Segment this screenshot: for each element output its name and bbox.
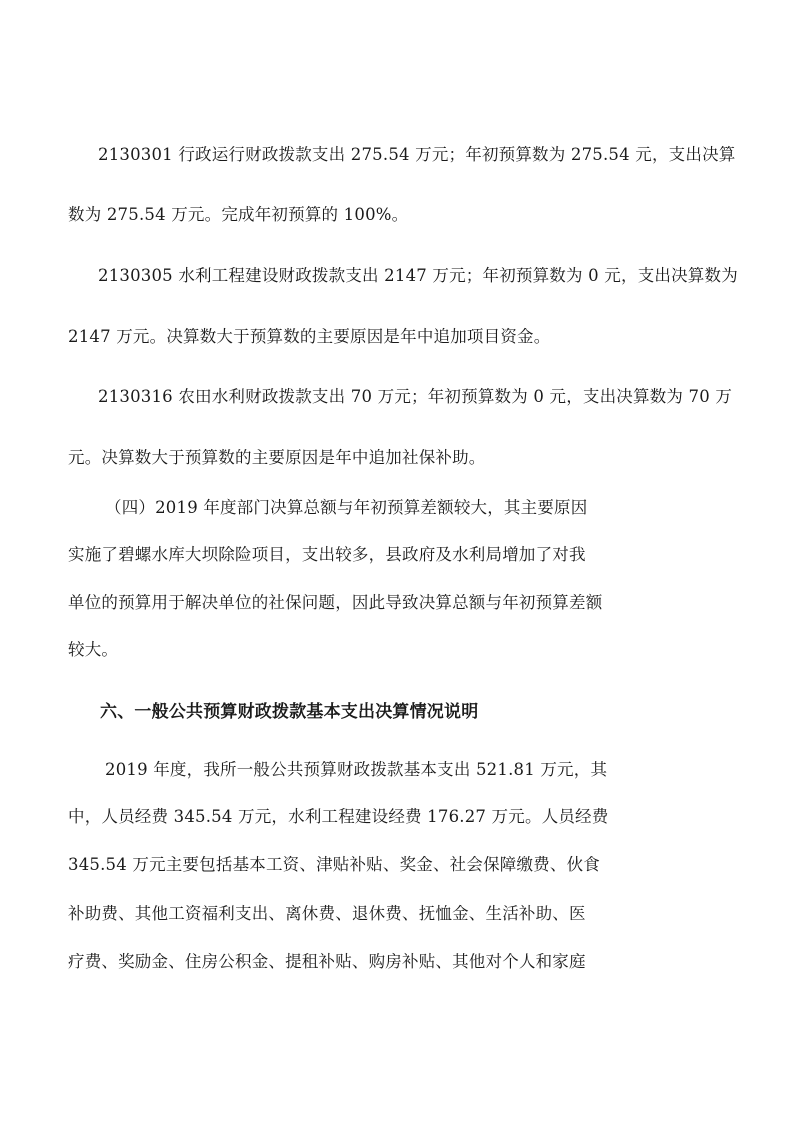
body-paragraph-line-4: 补助费、其他工资福利支出、离休费、退休费、抚恤金、生活补助、医: [68, 904, 586, 923]
paragraph-3-line-2: 元。决算数大于预算数的主要原因是年中追加社保补助。: [68, 448, 486, 467]
paragraph-4-line-3: 单位的预算用于解决单位的社保问题，因此导致决算总额与年初预算差额: [68, 593, 603, 612]
body-paragraph-line-2: 中，人员经费 345.54 万元，水利工程建设经费 176.27 万元。人员经费: [68, 807, 609, 826]
section-heading: 六、一般公共预算财政拨款基本支出决算情况说明: [100, 702, 479, 722]
paragraph-2-line-2: 2147 万元。决算数大于预算数的主要原因是年中追加项目资金。: [68, 327, 551, 346]
paragraph-4-line-1: （四）2019 年度部门决算总额与年初预算差额较大，其主要原因: [105, 498, 588, 517]
paragraph-3-line-1: 2130316 农田水利财政拨款支出 70 万元；年初预算数为 0 元，支出决算数为 70 万: [98, 387, 733, 406]
body-paragraph-line-5: 疗费、奖励金、住房公积金、提租补贴、购房补贴、其他对个人和家庭: [68, 952, 586, 971]
paragraph-1-line-2: 数为 275.54 万元。完成年初预算的 100%。: [68, 205, 409, 224]
paragraph-4-line-2: 实施了碧螺水库大坝除险项目，支出较多，县政府及水利局增加了对我: [68, 545, 586, 564]
body-paragraph-line-1: 2019 年度，我所一般公共预算财政拨款基本支出 521.81 万元，其: [105, 760, 608, 779]
body-paragraph-line-3: 345.54 万元主要包括基本工资、津贴补贴、奖金、社会保障缴费、伙食: [68, 855, 600, 874]
paragraph-1-line-1: 2130301 行政运行财政拨款支出 275.54 万元；年初预算数为 275.54 元，支出决算: [98, 145, 736, 164]
paragraph-2-line-1: 2130305 水利工程建设财政拨款支出 2147 万元；年初预算数为 0 元，支出决算数为: [98, 266, 738, 285]
paragraph-4-line-4: 较大。: [68, 640, 119, 659]
